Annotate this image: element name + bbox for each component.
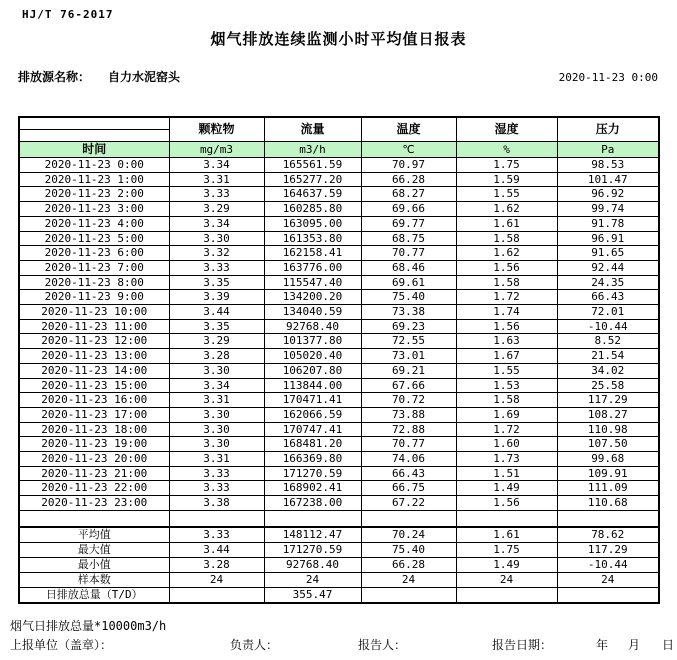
row-value: 1.49 — [456, 557, 557, 572]
row-value: 108.27 — [557, 407, 659, 422]
responsible-label: 负责人： — [230, 638, 279, 652]
spacer-cell — [169, 510, 264, 527]
row-value: 1.69 — [456, 407, 557, 422]
row-value: 3.31 — [169, 393, 264, 408]
row-value: 66.28 — [361, 172, 456, 187]
table-row — [19, 422, 659, 437]
row-value: 8.52 — [557, 334, 659, 349]
unit-cell: Pa — [557, 142, 659, 158]
row-time: 2020-11-23 12:00 — [19, 334, 169, 349]
row-value: 66.43 — [361, 466, 456, 481]
row-value: 24 — [169, 572, 264, 587]
table-row — [19, 172, 659, 187]
standard-code: HJ/T 76-2017 — [22, 8, 114, 21]
row-time: 2020-11-23 15:00 — [19, 378, 169, 393]
source-name: 自力水泥窑头 — [108, 70, 181, 84]
table-row — [19, 260, 659, 275]
row-value — [169, 587, 264, 603]
row-value: 21.54 — [557, 349, 659, 364]
row-value: 24.35 — [557, 275, 659, 290]
units-row — [19, 142, 659, 158]
row-time: 2020-11-23 10:00 — [19, 305, 169, 320]
row-value: 78.62 — [557, 527, 659, 543]
row-value: 171270.59 — [264, 466, 361, 481]
table-row — [19, 437, 659, 452]
row-value: 3.34 — [169, 158, 264, 173]
spacer-cell — [456, 510, 557, 527]
table-row — [19, 452, 659, 467]
row-value: 168902.41 — [264, 481, 361, 496]
summary-row — [19, 557, 659, 572]
summary-label: 最大值 — [19, 542, 169, 557]
row-value: 163095.00 — [264, 216, 361, 231]
row-value: 68.46 — [361, 260, 456, 275]
table-row — [19, 349, 659, 364]
row-value: 1.61 — [456, 216, 557, 231]
total-emission-note: 烟气日排放总量*10000m3/h — [10, 619, 167, 633]
row-value: 111.09 — [557, 481, 659, 496]
table-row — [19, 275, 659, 290]
header-empty-cell — [19, 117, 169, 130]
col-header-pressure: 压力 — [557, 117, 659, 142]
row-value: 3.33 — [169, 187, 264, 202]
row-value: 1.49 — [456, 481, 557, 496]
row-value: 1.58 — [456, 275, 557, 290]
row-value: 161353.80 — [264, 231, 361, 246]
row-value: 74.06 — [361, 452, 456, 467]
row-value: 72.01 — [557, 305, 659, 320]
row-time: 2020-11-23 13:00 — [19, 349, 169, 364]
row-value: 1.72 — [456, 422, 557, 437]
table-row — [19, 466, 659, 481]
row-value: 24 — [557, 572, 659, 587]
report-date-label: 报告日期： — [492, 638, 553, 652]
col-header-particulate: 颗粒物 — [169, 117, 264, 142]
reporter-label: 报告人： — [358, 638, 407, 652]
row-value: 160285.80 — [264, 202, 361, 217]
row-value: 3.32 — [169, 246, 264, 261]
row-value: 3.34 — [169, 216, 264, 231]
row-value: 72.55 — [361, 334, 456, 349]
row-value: 3.31 — [169, 452, 264, 467]
row-time: 2020-11-23 20:00 — [19, 452, 169, 467]
row-value: 34.02 — [557, 363, 659, 378]
row-value: 70.77 — [361, 246, 456, 261]
row-value: 24 — [264, 572, 361, 587]
row-time: 2020-11-23 11:00 — [19, 319, 169, 334]
row-value: 1.58 — [456, 231, 557, 246]
row-value: 69.21 — [361, 363, 456, 378]
table-spacer-body — [19, 510, 659, 527]
row-value: 3.30 — [169, 363, 264, 378]
table-row — [19, 246, 659, 261]
row-value: 3.33 — [169, 481, 264, 496]
row-value: 68.75 — [361, 231, 456, 246]
summary-row — [19, 587, 659, 603]
row-value: 115547.40 — [264, 275, 361, 290]
table-row — [19, 393, 659, 408]
spacer-row — [19, 510, 659, 527]
row-value: 148112.47 — [264, 527, 361, 543]
row-value: 168481.20 — [264, 437, 361, 452]
unit-cell: m3/h — [264, 142, 361, 158]
row-value: 167238.00 — [264, 496, 361, 511]
row-value: 101377.80 — [264, 334, 361, 349]
row-value: 171270.59 — [264, 542, 361, 557]
row-value: 166369.80 — [264, 452, 361, 467]
summary-row — [19, 572, 659, 587]
table-summary-body — [19, 527, 659, 603]
row-time: 2020-11-23 19:00 — [19, 437, 169, 452]
row-value: 3.29 — [169, 334, 264, 349]
row-value: 170471.41 — [264, 393, 361, 408]
row-time: 2020-11-23 18:00 — [19, 422, 169, 437]
row-value: 1.74 — [456, 305, 557, 320]
row-value: 69.23 — [361, 319, 456, 334]
row-value: 165277.20 — [264, 172, 361, 187]
row-value: 3.30 — [169, 437, 264, 452]
row-value: 24 — [456, 572, 557, 587]
table-row — [19, 202, 659, 217]
row-value: 3.31 — [169, 172, 264, 187]
row-time: 2020-11-23 14:00 — [19, 363, 169, 378]
row-value — [361, 587, 456, 603]
row-time: 2020-11-23 9:00 — [19, 290, 169, 305]
row-time: 2020-11-23 17:00 — [19, 407, 169, 422]
table-row — [19, 378, 659, 393]
table-row — [19, 319, 659, 334]
row-value: 98.53 — [557, 158, 659, 173]
header-row-top — [19, 117, 659, 130]
row-value: 109.91 — [557, 466, 659, 481]
row-value: 165561.59 — [264, 158, 361, 173]
row-time: 2020-11-23 23:00 — [19, 496, 169, 511]
row-value: 1.67 — [456, 349, 557, 364]
col-header-humidity: 湿度 — [456, 117, 557, 142]
row-value: 3.34 — [169, 378, 264, 393]
row-value: 106207.80 — [264, 363, 361, 378]
signature-row — [0, 636, 677, 654]
summary-label: 最小值 — [19, 557, 169, 572]
row-value: 75.40 — [361, 542, 456, 557]
row-value: 70.72 — [361, 393, 456, 408]
row-value: -10.44 — [557, 557, 659, 572]
summary-row — [19, 527, 659, 543]
summary-label: 日排放总量（T/D） — [19, 587, 169, 603]
row-value: 3.33 — [169, 466, 264, 481]
row-value: 92.44 — [557, 260, 659, 275]
day-label: 日 — [662, 638, 675, 652]
row-value: 91.78 — [557, 216, 659, 231]
row-value — [557, 587, 659, 603]
row-value: 68.27 — [361, 187, 456, 202]
unit-cell: ℃ — [361, 142, 456, 158]
row-value: 66.75 — [361, 481, 456, 496]
row-value: 3.33 — [169, 260, 264, 275]
spacer-cell — [19, 510, 169, 527]
row-value: 3.30 — [169, 422, 264, 437]
row-value: 3.38 — [169, 496, 264, 511]
row-time: 2020-11-23 5:00 — [19, 231, 169, 246]
row-value: 69.77 — [361, 216, 456, 231]
row-value: 117.29 — [557, 542, 659, 557]
row-value: 25.58 — [557, 378, 659, 393]
table-data-body — [19, 158, 659, 511]
row-value: 105020.40 — [264, 349, 361, 364]
table-row — [19, 231, 659, 246]
summary-label: 平均值 — [19, 527, 169, 543]
row-value: 3.29 — [169, 202, 264, 217]
row-time: 2020-11-23 7:00 — [19, 260, 169, 275]
row-value: 3.30 — [169, 407, 264, 422]
row-value: 3.44 — [169, 305, 264, 320]
table-row — [19, 407, 659, 422]
summary-row — [19, 542, 659, 557]
row-value: 355.47 — [264, 587, 361, 603]
header-empty-cell — [19, 130, 169, 142]
year-label: 年 — [596, 638, 609, 652]
summary-label: 样本数 — [19, 572, 169, 587]
row-value: 91.65 — [557, 246, 659, 261]
row-value: 70.77 — [361, 437, 456, 452]
row-value: 66.43 — [557, 290, 659, 305]
row-value: 72.88 — [361, 422, 456, 437]
spacer-cell — [264, 510, 361, 527]
row-value: 1.60 — [456, 437, 557, 452]
row-value: 3.30 — [169, 231, 264, 246]
row-time: 2020-11-23 1:00 — [19, 172, 169, 187]
page-title: 烟气排放连续监测小时平均值日报表 — [210, 30, 467, 48]
row-time: 2020-11-23 2:00 — [19, 187, 169, 202]
row-value: 1.73 — [456, 452, 557, 467]
row-value: 96.91 — [557, 231, 659, 246]
row-value: 3.28 — [169, 349, 264, 364]
row-value: 3.35 — [169, 275, 264, 290]
row-value: 3.35 — [169, 319, 264, 334]
row-value: 110.98 — [557, 422, 659, 437]
row-value: 67.66 — [361, 378, 456, 393]
row-value: 99.68 — [557, 452, 659, 467]
report-unit-label: 上报单位（盖章）： — [10, 638, 113, 652]
row-value: 69.61 — [361, 275, 456, 290]
row-value: 1.55 — [456, 187, 557, 202]
row-value: -10.44 — [557, 319, 659, 334]
row-value: 73.88 — [361, 407, 456, 422]
row-value: 92768.40 — [264, 319, 361, 334]
report-datetime: 2020-11-23 0:00 — [558, 71, 658, 84]
table-row — [19, 496, 659, 511]
col-header-flow: 流量 — [264, 117, 361, 142]
row-time: 2020-11-23 3:00 — [19, 202, 169, 217]
source-row — [18, 68, 658, 85]
row-time: 2020-11-23 0:00 — [19, 158, 169, 173]
row-value: 134200.20 — [264, 290, 361, 305]
row-value: 1.61 — [456, 527, 557, 543]
row-value: 162158.41 — [264, 246, 361, 261]
row-value: 134040.59 — [264, 305, 361, 320]
row-value: 24 — [361, 572, 456, 587]
row-value: 101.47 — [557, 172, 659, 187]
row-time: 2020-11-23 4:00 — [19, 216, 169, 231]
row-value: 3.39 — [169, 290, 264, 305]
table-row — [19, 334, 659, 349]
row-value — [456, 587, 557, 603]
row-time: 2020-11-23 8:00 — [19, 275, 169, 290]
row-value: 1.63 — [456, 334, 557, 349]
row-value: 1.62 — [456, 246, 557, 261]
row-time: 2020-11-23 21:00 — [19, 466, 169, 481]
unit-cell: % — [456, 142, 557, 158]
row-value: 3.33 — [169, 527, 264, 543]
unit-cell: mg/m3 — [169, 142, 264, 158]
row-value: 1.58 — [456, 393, 557, 408]
row-value: 70.24 — [361, 527, 456, 543]
table-row — [19, 481, 659, 496]
row-value: 99.74 — [557, 202, 659, 217]
source-label: 排放源名称： — [18, 70, 91, 84]
row-value: 75.40 — [361, 290, 456, 305]
report-table — [18, 116, 660, 604]
col-header-temperature: 温度 — [361, 117, 456, 142]
row-value: 69.66 — [361, 202, 456, 217]
row-value: 110.68 — [557, 496, 659, 511]
table-row — [19, 305, 659, 320]
table-row — [19, 187, 659, 202]
row-time: 2020-11-23 22:00 — [19, 481, 169, 496]
row-value: 1.75 — [456, 542, 557, 557]
table-row — [19, 363, 659, 378]
row-value: 113844.00 — [264, 378, 361, 393]
table-row — [19, 216, 659, 231]
row-value: 73.38 — [361, 305, 456, 320]
row-value: 1.75 — [456, 158, 557, 173]
row-value: 170747.41 — [264, 422, 361, 437]
row-value: 67.22 — [361, 496, 456, 511]
time-column-header: 时间 — [19, 142, 169, 158]
row-value: 96.92 — [557, 187, 659, 202]
month-label: 月 — [628, 638, 641, 652]
row-value: 1.56 — [456, 319, 557, 334]
row-value: 117.29 — [557, 393, 659, 408]
row-value: 1.53 — [456, 378, 557, 393]
row-value: 1.59 — [456, 172, 557, 187]
row-value: 107.50 — [557, 437, 659, 452]
spacer-cell — [361, 510, 456, 527]
row-value: 1.55 — [456, 363, 557, 378]
row-value: 163776.00 — [264, 260, 361, 275]
row-value: 70.97 — [361, 158, 456, 173]
spacer-cell — [557, 510, 659, 527]
row-time: 2020-11-23 16:00 — [19, 393, 169, 408]
row-time: 2020-11-23 6:00 — [19, 246, 169, 261]
row-value: 3.28 — [169, 557, 264, 572]
row-value: 1.56 — [456, 260, 557, 275]
row-value: 164637.59 — [264, 187, 361, 202]
table-row — [19, 158, 659, 173]
row-value: 162066.59 — [264, 407, 361, 422]
row-value: 3.44 — [169, 542, 264, 557]
row-value: 1.72 — [456, 290, 557, 305]
row-value: 92768.40 — [264, 557, 361, 572]
row-value: 1.56 — [456, 496, 557, 511]
table-row — [19, 290, 659, 305]
row-value: 1.62 — [456, 202, 557, 217]
row-value: 73.01 — [361, 349, 456, 364]
row-value: 1.51 — [456, 466, 557, 481]
row-value: 66.28 — [361, 557, 456, 572]
